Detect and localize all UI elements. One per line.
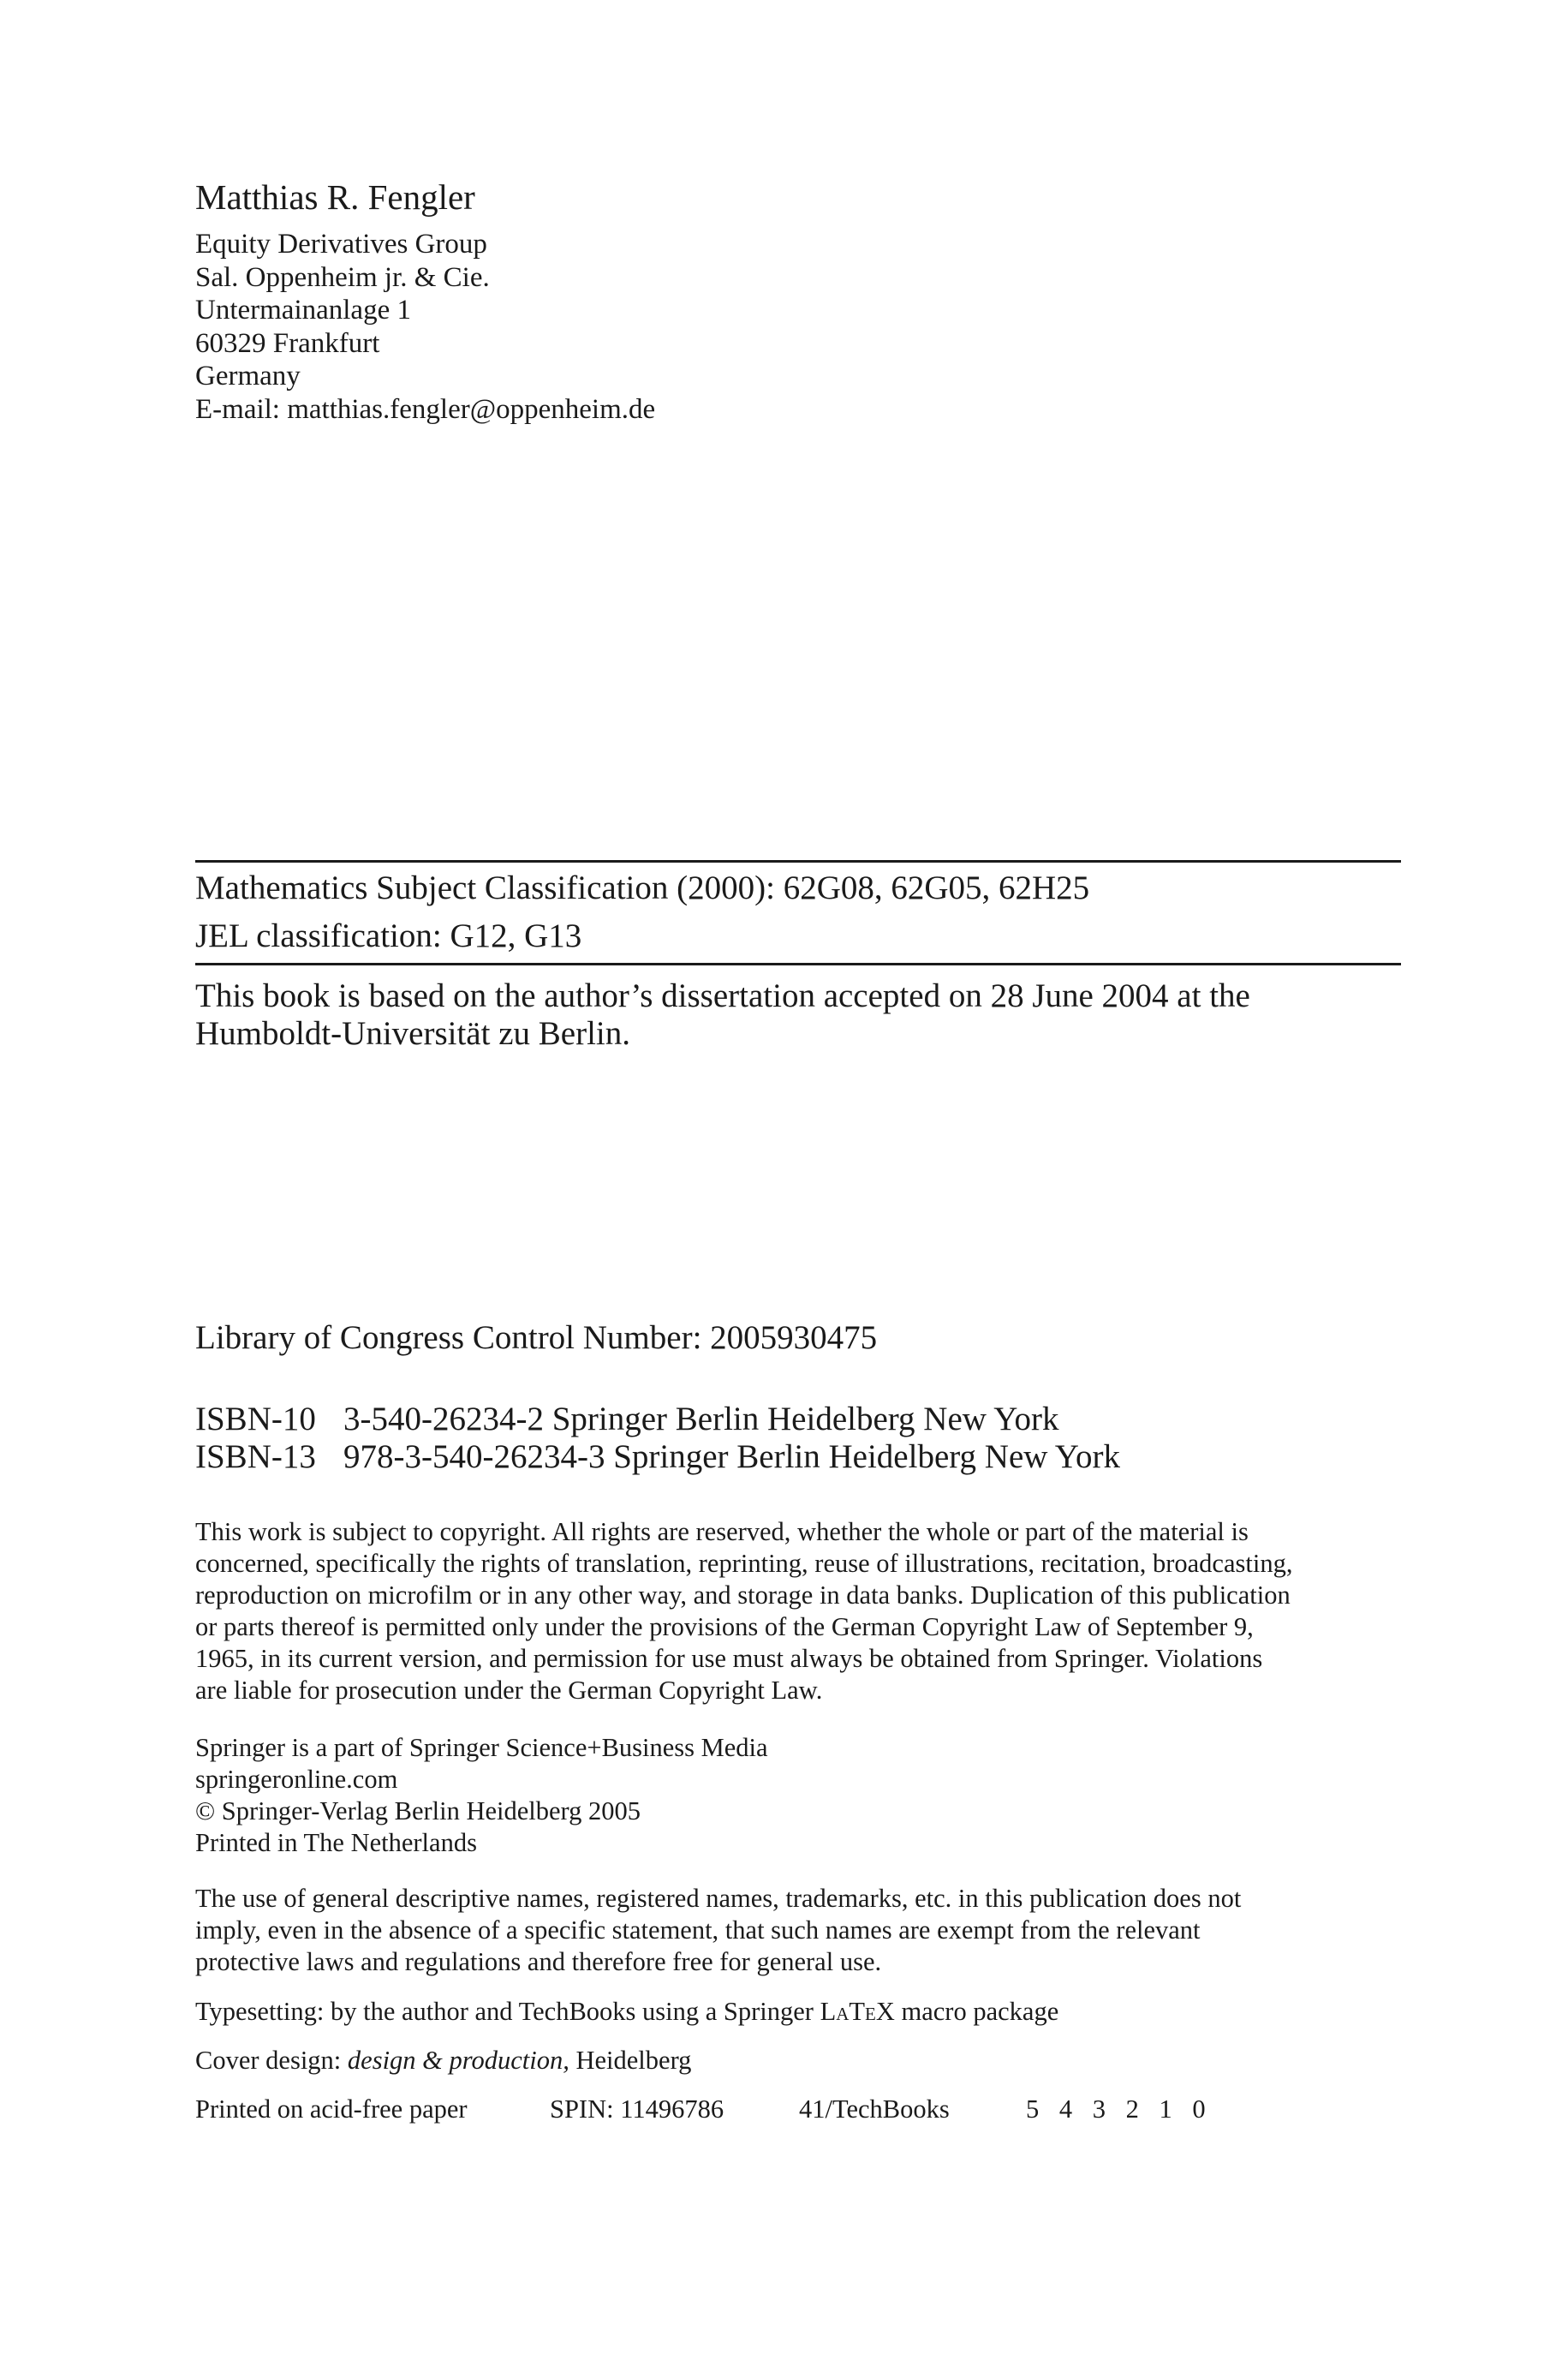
trademark-line: imply, even in the absence of a specific statement, that such names are exempt from the relevant (195, 1915, 1201, 1945)
jel-classification: JEL classification: G12, G13 (195, 917, 582, 954)
address-line: Germany (195, 361, 301, 392)
isbn-value: 978-3-540-26234-3 Springer Berlin Heidelberg New York (343, 1438, 1120, 1475)
isbn-block (195, 1401, 1120, 1476)
cover-design-note (195, 2045, 691, 2076)
lccn: Library of Congress Control Number: 2005930475 (195, 1319, 878, 1356)
isbn-label: ISBN-10 (195, 1401, 316, 1437)
msc-classification: Mathematics Subject Classification (2000): 62G08, 62G05, 62H25 (195, 869, 1090, 906)
publisher-line: Printed in The Netherlands (195, 1828, 477, 1857)
author-email: E-mail: matthias.fengler@oppenheim.de (195, 393, 656, 425)
techbooks-code: 41/TechBooks (799, 2094, 950, 2124)
address-line: Equity Derivatives Group (195, 229, 487, 260)
publisher-info (195, 1732, 768, 1859)
dissertation-line: This book is based on the author’s dissertation accepted on 28 June 2004 at the (195, 977, 1250, 1014)
printing-info (195, 2094, 1213, 2125)
trademark-notice (195, 1883, 1241, 1978)
address-line: Untermainanlage 1 (195, 295, 411, 326)
author-address (195, 228, 655, 427)
publisher-copyright: © Springer-Verlag Berlin Heidelberg 2005 (195, 1796, 641, 1825)
copyright-line: This work is subject to copyright. All rights are reserved, whether the whole or part of the material is (195, 1517, 1249, 1546)
publisher-line: Springer is a part of Springer Science+Business Media (195, 1733, 768, 1762)
copyright-line: or parts thereof is permitted only under the provisions of the German Copyright Law of September 9, (195, 1612, 1254, 1641)
dissertation-note (195, 977, 1411, 1053)
isbn-value: 3-540-26234-2 Springer Berlin Heidelberg New York (343, 1401, 1059, 1437)
copyright-line: concerned, specifically the rights of translation, reprinting, reuse of illustrations, recitation, broadcasting, (195, 1549, 1293, 1578)
copyright-line: 1965, in its current version, and permission for use must always be obtained from Springer. Violations (195, 1644, 1263, 1673)
typesetting-note (195, 1996, 1058, 2028)
copyright-line: reproduction on microfilm or in any other way, and storage in data banks. Duplication of this publication (195, 1580, 1291, 1610)
author-name: Matthias R. Fengler (195, 177, 475, 217)
typesetting-prefix: Typesetting: by the author and TechBooks using a Springer (195, 1997, 820, 2026)
address-line: Sal. Oppenheim jr. & Cie. (195, 261, 490, 293)
latex-logo: LaTeX (820, 1997, 895, 2026)
trademark-line: protective laws and regulations and therefore free for general use. (195, 1947, 882, 1976)
copyright-line: are liable for prosecution under the German Copyright Law. (195, 1676, 823, 1705)
print-sequence: 5 4 3 2 1 0 (1026, 2094, 1213, 2124)
spin-number: SPIN: 11496786 (550, 2094, 724, 2124)
printed-paper: Printed on acid-free paper (195, 2094, 468, 2124)
top-divider (195, 860, 1401, 863)
address-line: 60329 Frankfurt (195, 327, 380, 359)
isbn-label: ISBN-13 (195, 1438, 316, 1475)
cover-prefix: Cover design: (195, 2046, 348, 2075)
cover-designer: design & production, (347, 2046, 569, 2075)
trademark-line: The use of general descriptive names, registered names, trademarks, etc. in this publication does not (195, 1884, 1242, 1913)
publisher-website: springeronline.com (195, 1765, 398, 1794)
isbn-row (195, 1401, 1120, 1438)
isbn-row (195, 1438, 1120, 1476)
bottom-divider (195, 963, 1401, 965)
copyright-notice (195, 1516, 1292, 1706)
cover-suffix: Heidelberg (569, 2046, 692, 2075)
dissertation-line: Humboldt-Universität zu Berlin. (195, 1015, 630, 1052)
typesetting-suffix: macro package (894, 1997, 1059, 2026)
